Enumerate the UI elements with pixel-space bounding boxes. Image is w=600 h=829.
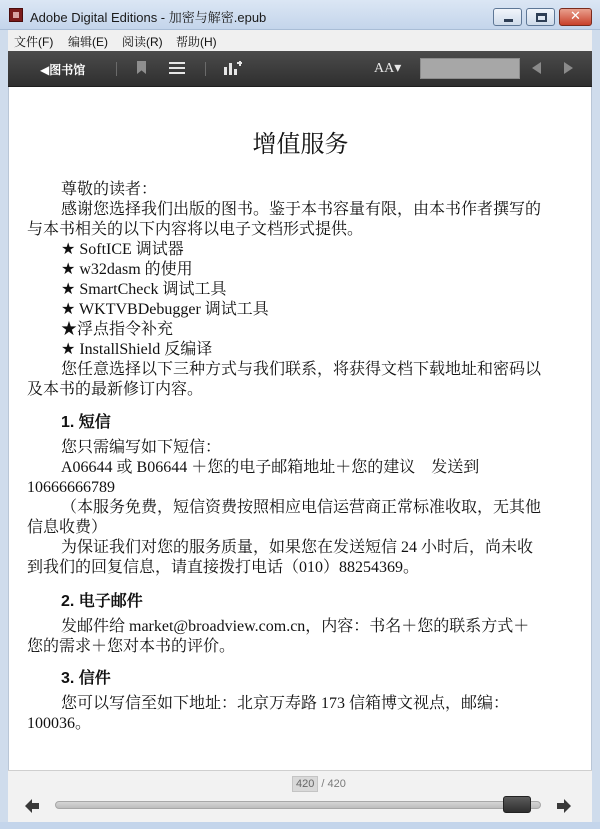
book-page-title: 增值服务 <box>252 131 349 158</box>
reading-pane[interactable] <box>8 87 592 770</box>
text-line: 100036。 <box>27 715 92 732</box>
text-line: 尊敬的读者： <box>61 181 158 198</box>
library-button[interactable]: ◀图书馆 <box>40 63 86 77</box>
chart-icon[interactable] <box>224 61 242 75</box>
minimize-icon <box>504 19 513 22</box>
next-page-icon[interactable] <box>564 62 573 74</box>
menu-help[interactable]: 帮助(H) <box>176 35 217 49</box>
section-heading: 3. 信件 <box>61 670 111 687</box>
menu-edit[interactable]: 编辑(E) <box>68 35 108 49</box>
maximize-button[interactable] <box>526 8 555 26</box>
list-item: ★ WKTVBDebugger 调试工具 <box>61 301 269 318</box>
app-icon <box>9 8 23 22</box>
text-line: 您的需求＋您对本书的评价。 <box>27 638 236 655</box>
search-input[interactable] <box>420 58 520 79</box>
section-heading: 1. 短信 <box>61 414 111 431</box>
window-title: Adobe Digital Editions - 加密与解密.epub <box>30 10 267 25</box>
total-pages: 420 <box>327 778 346 790</box>
text-line: 及本书的最新修订内容。 <box>27 381 204 398</box>
text-line: 您可以写信至如下地址：北京万寿路 173 信箱博文视点，邮编： <box>61 695 510 712</box>
text-line: 您任意选择以下三种方式与我们联系，将获得文档下载地址和密码以 <box>61 361 542 378</box>
back-arrow-icon[interactable] <box>24 798 40 814</box>
page-slider[interactable] <box>55 801 541 809</box>
close-button[interactable] <box>559 8 592 26</box>
text-line: 您只需编写如下短信： <box>61 439 222 456</box>
page-navigation-bar <box>8 770 592 822</box>
list-item: ★ SoftICE 调试器 <box>61 241 184 258</box>
toolbar <box>8 51 592 87</box>
text-line: 与本书相关的以下内容将以电子文档形式提供。 <box>27 221 364 238</box>
toc-icon[interactable] <box>169 62 185 74</box>
font-size-button[interactable]: AA▾ <box>374 61 402 76</box>
menu-file[interactable]: 文件(F) <box>14 35 54 49</box>
menu-bar <box>8 30 592 51</box>
section-heading: 2. 电子邮件 <box>61 593 143 610</box>
slider-handle[interactable] <box>503 796 531 813</box>
list-item: ★ InstallShield 反编译 <box>61 341 213 358</box>
text-line: 感谢您选择我们出版的图书。鉴于本书容量有限，由本书作者撰写的 <box>61 201 542 218</box>
bookmark-icon[interactable] <box>137 61 146 74</box>
minimize-button[interactable] <box>493 8 522 26</box>
close-icon: ✕ <box>570 9 581 24</box>
page-indicator <box>292 776 346 792</box>
maximize-icon <box>536 13 547 22</box>
list-item: ★ SmartCheck 调试工具 <box>61 281 227 298</box>
text-line: 到我们的回复信息，请直接拨打电话（010）88254369。 <box>27 559 420 576</box>
text-line: （本服务免费，短信资费按照相应电信运营商正常标准收取，无其他 <box>61 499 542 516</box>
text-line: 10666666789 <box>27 479 115 496</box>
window-frame <box>0 822 600 829</box>
menu-read[interactable]: 阅读(R) <box>122 35 163 49</box>
list-item: ★ w32dasm 的使用 <box>61 261 193 278</box>
current-page-field[interactable]: 420 <box>292 776 318 792</box>
page-separator: / <box>318 778 328 790</box>
title-bar <box>0 0 600 30</box>
prev-page-icon[interactable] <box>532 62 541 74</box>
toolbar-divider <box>205 62 206 76</box>
text-line: A06644 或 B06644 ＋您的电子邮箱地址＋您的建议 发送到 <box>61 459 480 476</box>
list-item: ★浮点指令补充 <box>61 321 174 338</box>
forward-arrow-icon[interactable] <box>556 798 572 814</box>
toolbar-divider <box>116 62 117 76</box>
text-line: 发邮件给 market@broadview.com.cn，内容：书名＋您的联系方式＋ <box>61 618 530 635</box>
text-line: 信息收费） <box>27 519 108 536</box>
text-line: 为保证我们对您的服务质量，如果您在发送短信 24 小时后，尚未收 <box>61 539 534 556</box>
